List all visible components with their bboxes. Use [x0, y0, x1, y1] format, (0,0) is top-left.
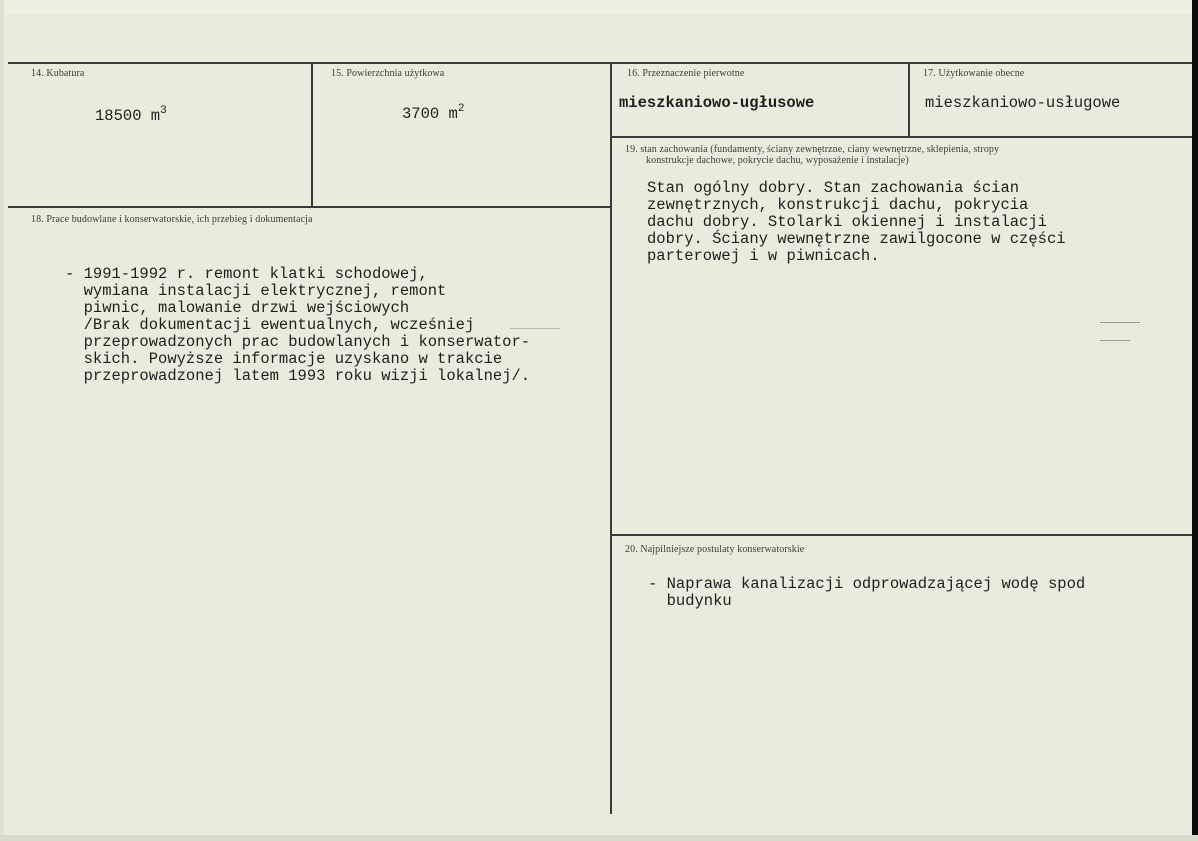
- rule-divider-16-17: [908, 62, 910, 136]
- field-18-line: przeprowadzonej latem 1993 roku wizji lokalnej/.: [65, 367, 531, 385]
- field-15-value: [402, 103, 465, 125]
- field-14-value-text: 18500 m: [95, 107, 161, 125]
- field-19-line: Stan ogólny dobry. Stan zachowania ścian: [647, 179, 1020, 197]
- field-17-label: 17. Użytkowanie obecne: [923, 68, 1025, 79]
- field-18-line: - 1991-1992 r. remont klatki schodowej,: [65, 265, 428, 283]
- field-18-line: skich. Powyższe informacje uzyskano w trakcie: [65, 350, 503, 368]
- field-19-label-line1: 19. stan zachowania (fundamenty, ściany zewnętrzne, ciany wewnętrzne, sklepienia, stropy: [625, 144, 1000, 155]
- rule-divider-14-15: [311, 62, 313, 208]
- scan-mark: [1100, 322, 1140, 323]
- field-15-value-text: 3700 m: [402, 105, 458, 123]
- field-16-label: 16. Przeznaczenie pierwotne: [627, 68, 745, 79]
- field-18-label: 18. Prace budowlane i konserwatorskie, ich przebieg i dokumentacja: [31, 214, 313, 225]
- field-20-line: - Naprawa kanalizacji odprowadzającej wodę spod: [648, 575, 1086, 593]
- scan-top-margin: [0, 0, 1198, 14]
- field-15-label: 15. Powierzchnia użytkowa: [331, 68, 445, 79]
- field-15-unit-exponent: 2: [457, 103, 465, 115]
- scan-bottom-edge: [0, 835, 1198, 841]
- field-18-line: piwnic, malowanie drzwi wejściowych: [65, 299, 410, 317]
- scan-mark: [510, 328, 560, 329]
- field-19-line: zewnętrznych, konstrukcji dachu, pokrycia: [647, 196, 1029, 214]
- field-14-unit-exponent: 3: [160, 105, 167, 117]
- field-14-value: [95, 105, 167, 127]
- form-top-rule: [8, 62, 1192, 64]
- scan-right-edge: [1192, 0, 1198, 841]
- field-18-line: /Brak dokumentacji ewentualnych, wcześniej: [65, 316, 475, 334]
- scan-left-edge: [0, 0, 4, 841]
- field-19-line: dobry. Ściany wewnętrzne zawilgocone w części: [647, 230, 1066, 248]
- field-19-line: dachu dobry. Stolarki okiennej i instalacji: [647, 213, 1047, 231]
- rule-center-divider: [610, 62, 612, 814]
- field-20-label: 20. Najpilniejsze postulaty konserwatorskie: [625, 544, 805, 555]
- field-16-value: mieszkaniowo-ugłusowe: [619, 94, 815, 112]
- field-17-value: mieszkaniowo-usługowe: [925, 94, 1121, 112]
- field-19-line: parterowej i w piwnicach.: [647, 247, 880, 265]
- field-18-line: wymiana instalacji elektrycznej, remont: [65, 282, 447, 300]
- field-19-label-line2: konstrukcje dachowe, pokrycie dachu, wyposażenie i instalacje): [646, 155, 909, 166]
- rule-right-lower: [612, 534, 1192, 536]
- rule-right-upper: [612, 136, 1192, 138]
- field-18-line: przeprowadzonych prac budowlanych i konserwator-: [65, 333, 531, 351]
- field-20-line: budynku: [648, 592, 732, 610]
- field-14-label: 14. Kubatura: [31, 68, 85, 79]
- scan-mark: [1100, 340, 1130, 341]
- rule-left-mid: [8, 206, 612, 208]
